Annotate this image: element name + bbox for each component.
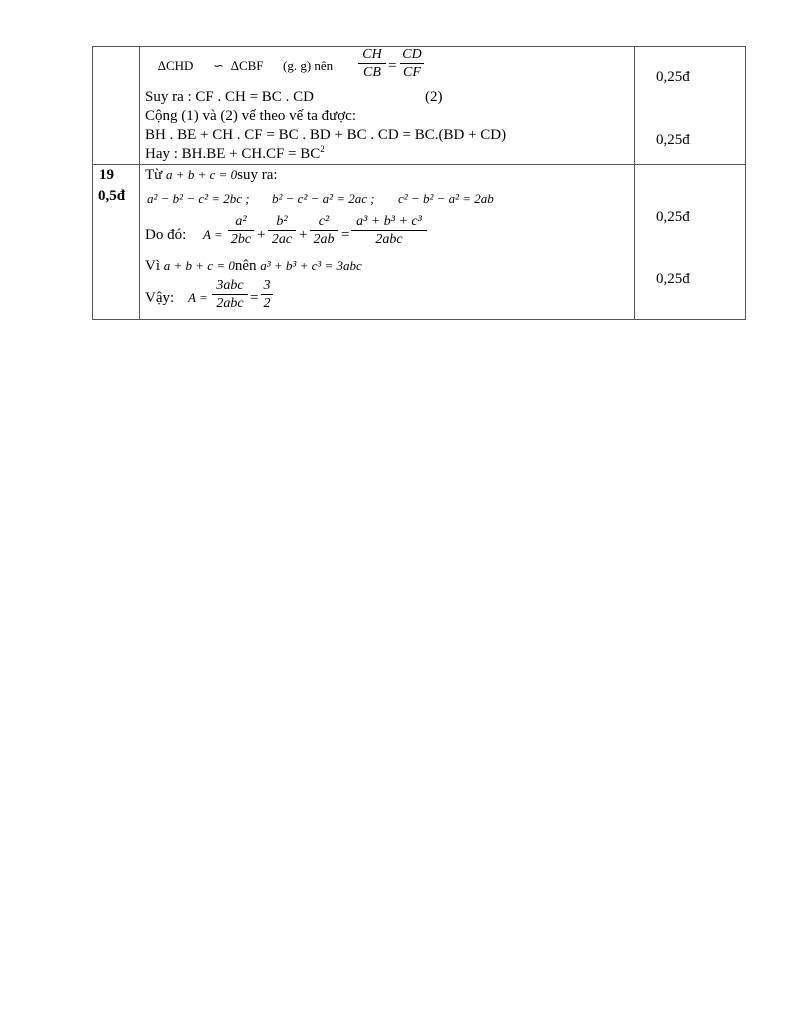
row19-line4: Vì a + b + c = 0nên a³ + b³ + c³ = 3abc [145, 258, 362, 274]
question-number: 19 [99, 167, 114, 183]
fraction-denominator: CF [403, 65, 421, 80]
row18-score-cell [635, 47, 746, 165]
fraction-numerator: CH [362, 47, 382, 62]
plus-sign: + [257, 227, 266, 243]
row19-do-do: Do đó: [145, 227, 187, 243]
fraction-denominator: CB [363, 65, 381, 80]
fraction-numerator: CD [402, 47, 422, 62]
equals-sign: = [250, 290, 259, 306]
row18-score-2: 0,25đ [656, 132, 690, 148]
row19-score-1: 0,25đ [656, 209, 690, 225]
row18-line5: Hay : $BH.BE + CH.CF = BC^2$ [145, 144, 325, 162]
plus-sign: + [299, 227, 308, 243]
row19-identity-3: c² − b² − a² = 2ab [398, 191, 494, 206]
row18-line2: Suy ra : CF . CH = BC . CD [145, 89, 314, 105]
fraction-b2-2ac: b² 2ac [268, 214, 296, 247]
row19-score-cell [635, 165, 746, 320]
row19-identity-1: a² − b² − c² = 2bc ; [147, 191, 250, 206]
row19-line1: Từ a + b + c = 0suy ra: [145, 167, 278, 183]
fraction-3abc-2abc: 3abc 2abc [212, 278, 248, 311]
row18-line3: Cộng (1) và (2) vế theo vế ta được: [145, 108, 356, 124]
row19-score-2: 0,25đ [656, 271, 690, 287]
row19-identity-2: b² − c² − a² = 2ac ; [272, 191, 375, 206]
question-points: 0,5đ [98, 188, 126, 204]
triangle-cbf: ∆CBF [231, 58, 264, 73]
row19-A-equals-final: A = [188, 290, 208, 305]
fraction-sum-cubes: a³ + b³ + c³ 2abc [351, 214, 427, 247]
fraction-cd-cf [400, 47, 424, 80]
similar-symbol: ∽ [213, 58, 224, 73]
row19-vay: Vậy: [145, 290, 175, 306]
row18-number-cell [93, 47, 140, 165]
row18-line4: BH . BE + CH . CF = BC . BD + BC . CD = BC.(BD + CD) [145, 127, 507, 143]
equals-sign: = [388, 58, 397, 74]
row18-line2-tag: (2) [425, 89, 443, 105]
answer-table [92, 46, 746, 320]
fraction-a2-2bc: a² 2bc [228, 214, 254, 247]
fraction-ch-cb [358, 47, 386, 80]
fraction-c2-2ab: c² 2ab [310, 214, 338, 247]
row19-A-equals: A = [203, 227, 223, 242]
row18-score-1: 0,25đ [656, 69, 690, 85]
fraction-3-2: 3 2 [261, 278, 273, 311]
triangle-chd: ∆CHD [158, 58, 194, 73]
equals-sign: = [341, 227, 350, 243]
similarity-reason: (g. g) nên [283, 58, 334, 73]
